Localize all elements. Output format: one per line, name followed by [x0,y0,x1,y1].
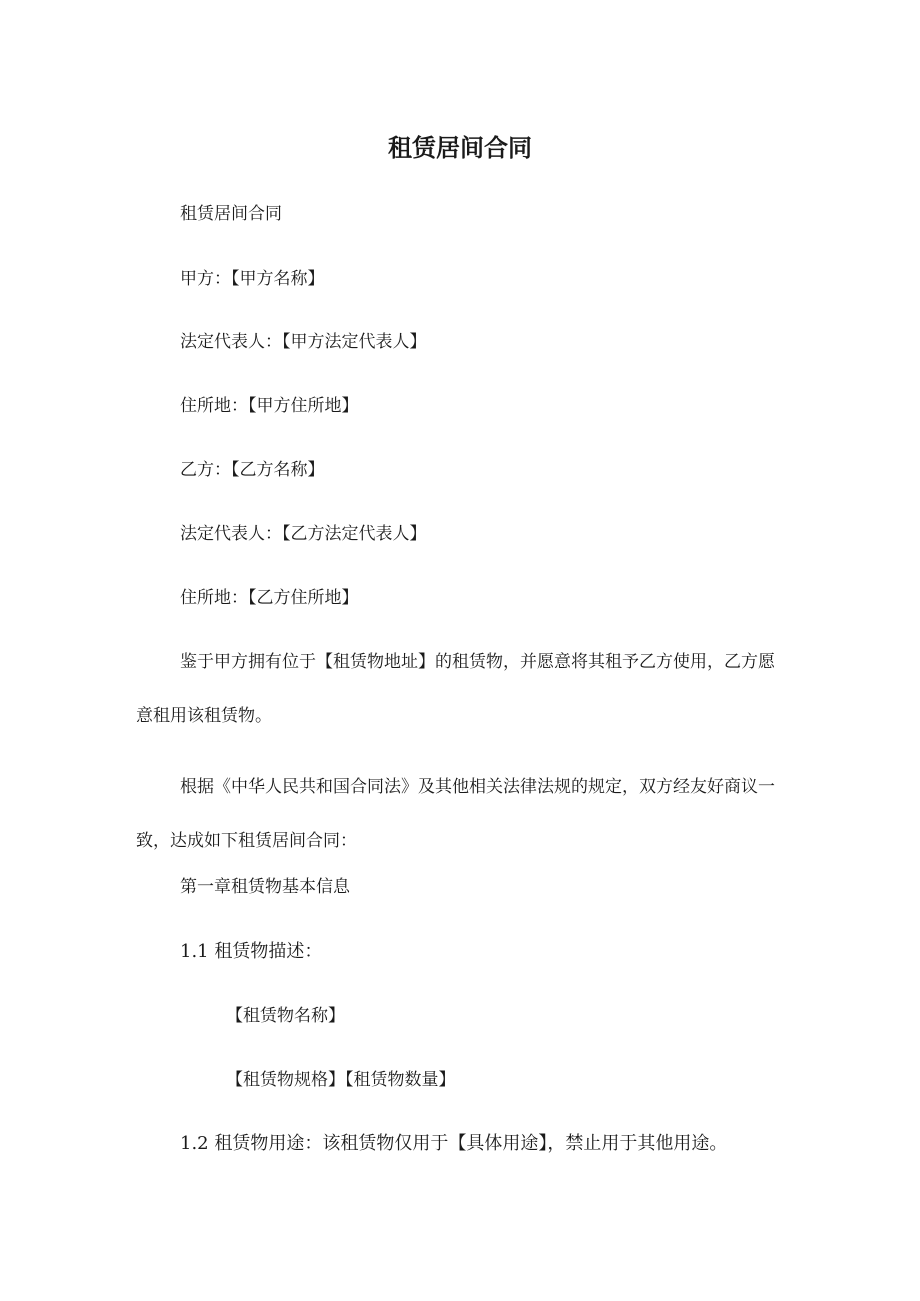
party-a-representative: 法定代表人：【甲方法定代表人】 [180,332,427,352]
clause-1-1: 1.1 租赁物描述： [180,941,323,962]
whereas-paragraph: 鉴于甲方拥有位于【租赁物地址】的租赁物，并愿意将其租予乙方使用，乙方愿意租用该租赁物。 [136,652,775,726]
item-spec-quantity-placeholder: 【租赁物规格】【租赁物数量】 [226,1070,456,1090]
party-b-address: 住所地：【乙方住所地】 [180,588,359,608]
basis-paragraph: 根据《中华人民共和国合同法》及其他相关法律法规的规定，双方经友好商议一致，达成如下租赁居间合同： [136,777,775,851]
party-b-name: 乙方：【乙方名称】 [180,460,325,480]
chapter-heading: 第一章租赁物基本信息 [180,877,350,897]
party-b-representative: 法定代表人：【乙方法定代表人】 [180,524,427,544]
clause-1-2: 1.2 租赁物用途：该租赁物仅用于【具体用途】，禁止用于其他用途。 [180,1133,728,1154]
document-subtitle: 租赁居间合同 [180,204,282,224]
party-a-address: 住所地：【甲方住所地】 [180,396,359,416]
item-name-placeholder: 【租赁物名称】 [226,1006,345,1026]
party-a-name: 甲方：【甲方名称】 [180,269,325,289]
document-title: 租赁居间合同 [388,134,532,162]
